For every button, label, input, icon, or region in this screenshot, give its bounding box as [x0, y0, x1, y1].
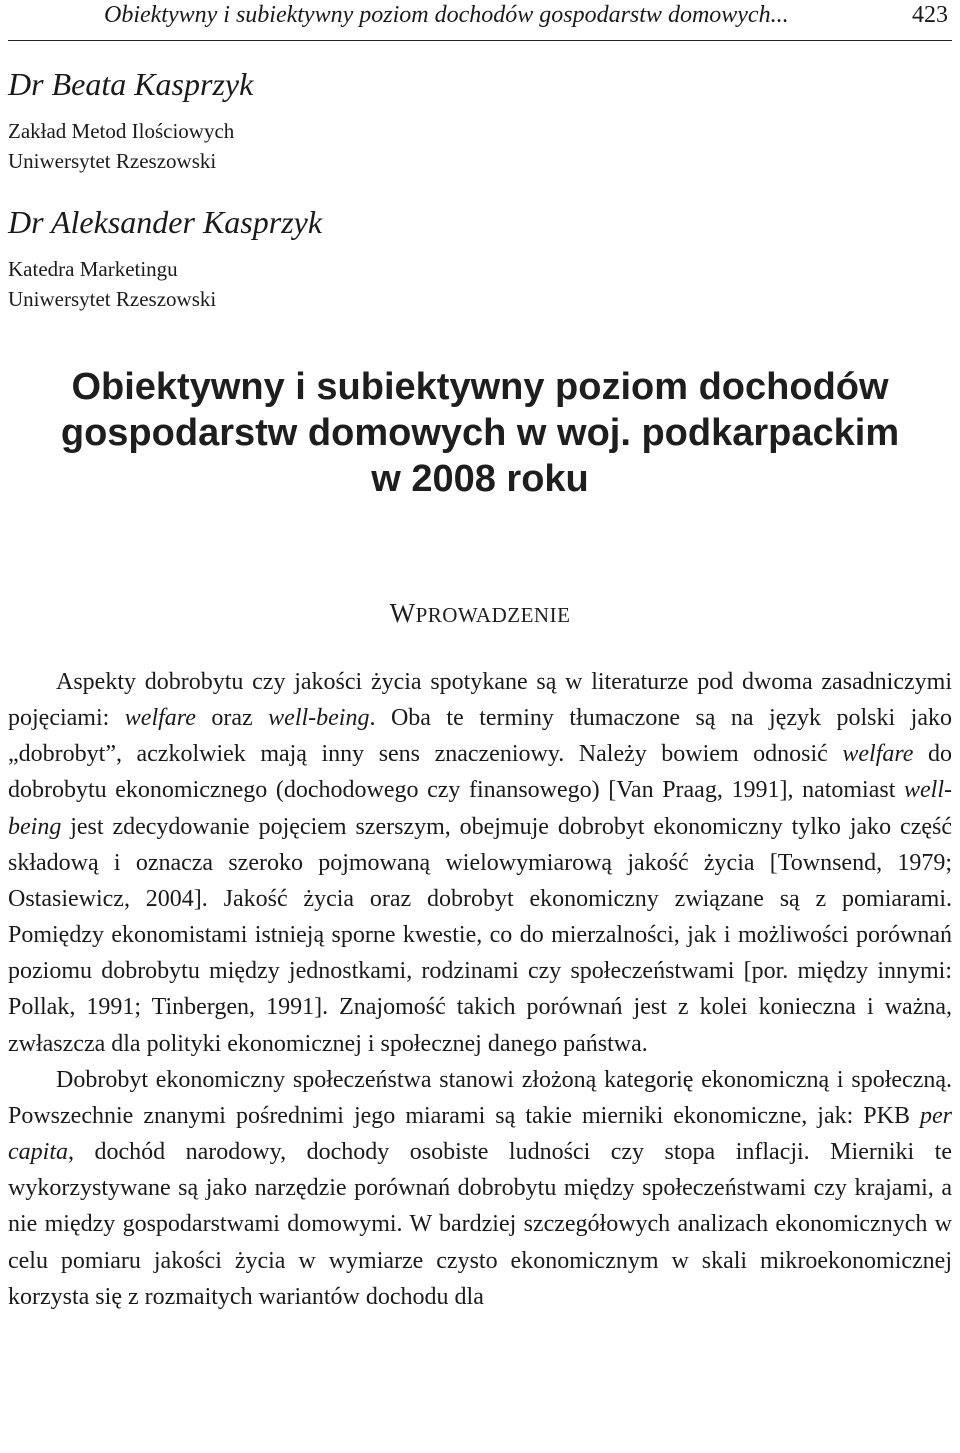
paragraph-1-term: well-being [268, 705, 370, 732]
paragraph-1-text: Aspekty dobrobytu czy jakości życia spotykane są w literaturze pod dwoma zasadniczymi pojęciami: [8, 669, 952, 732]
paragraph-2-text: Dobrobyt ekonomiczny społeczeństwa stanowi złożoną kategorię ekonomiczną i społeczną. Powszechnie znanymi pośrednimi jego miarami są takie mierniki ekonomiczne, jak: PKB [8, 1066, 952, 1129]
title-line-2: gospodarstw domowych w woj. podkarpackim [60, 412, 900, 454]
paragraph-2 [8, 1062, 952, 1315]
author-department-2: Katedra Marketingu [8, 257, 178, 281]
paragraph-1-term: welfare [124, 705, 196, 732]
section-heading [0, 598, 960, 629]
paragraph-1-text: . Oba te terminy tłumaczone są na język polski jako „dobrobyt”, aczkolwiek mają inny sens znaczeniowy. Należy bowiem odnosić [8, 705, 952, 768]
running-title: Obiektywny i subiektywny poziom dochodów gospodarstw domowych... [104, 2, 789, 28]
page-number: 423 [912, 2, 948, 28]
paragraph-1-text: do dobrobytu ekonomicznego (dochodowego czy finansowego) [Van Praag, 1991], natomiast [8, 741, 953, 804]
paragraph-2-term: per capita [8, 1102, 952, 1166]
paragraph-1 [8, 664, 952, 1062]
paper-title [0, 364, 960, 502]
title-line-3: w 2008 roku [371, 458, 589, 500]
author-name-1: Dr Beata Kasprzyk [8, 66, 254, 102]
running-header [8, 0, 952, 41]
author-department-1: Zakład Metod Ilościowych [8, 119, 235, 143]
section-heading-rest: PROWADZENIE [415, 603, 571, 627]
paragraph-1-term: well-being [8, 777, 952, 840]
paragraph-1-text: jest zdecydowanie pojęciem szerszym, obejmuje dobrobyt ekonomiczny tylko jako część składową i oznacza szeroko pojmowaną wielowymiarową jakość życia [Townsend, 1979; Ostasiewicz, 2004]. Jakość życia oraz dobrobyt ekonomiczny związane są z pomiarami. Pomiędzy ekonomistami istnieją sporne kwestie, co do mierzalności, jak i możliwości porównań poziomu dobrobytu między jednostkami, rodzinami czy społeczeństwami [por. między innymi: Pollak, 1991; Tinbergen, 1991]. Znajomość takich porównań jest z kolei konieczna i ważna, zwłaszcza dla polityki ekonomicznej i społecznej danego państwa. [8, 813, 952, 1057]
section-heading-initial: W [389, 598, 416, 628]
title-line-1: Obiektywny i subiektywny poziom dochodów [71, 366, 889, 408]
paragraph-1-term: welfare [842, 741, 914, 768]
paragraph-1-text: oraz [195, 705, 269, 732]
body-text [8, 664, 952, 1315]
author-university-2: Uniwersytet Rzeszowski [8, 287, 217, 311]
paragraph-2-text: , dochód narodowy, dochody osobiste ludności czy stopa inflacji. Mierniki te wykorzystywane są jako narzędzie porównań dobrobytu między społeczeństwami czy krajami, a nie między gospodarstwami domowymi. W bardziej szczegółowych analizach ekonomicznych w celu pomiaru jakości życia w wymiarze czysto ekonomicznym w skali mikroekonomicznej korzysta się z rozmaitych wariantów dochodu dla [8, 1139, 952, 1310]
author-name-2: Dr Aleksander Kasprzyk [8, 204, 323, 240]
author-university-1: Uniwersytet Rzeszowski [8, 149, 217, 173]
